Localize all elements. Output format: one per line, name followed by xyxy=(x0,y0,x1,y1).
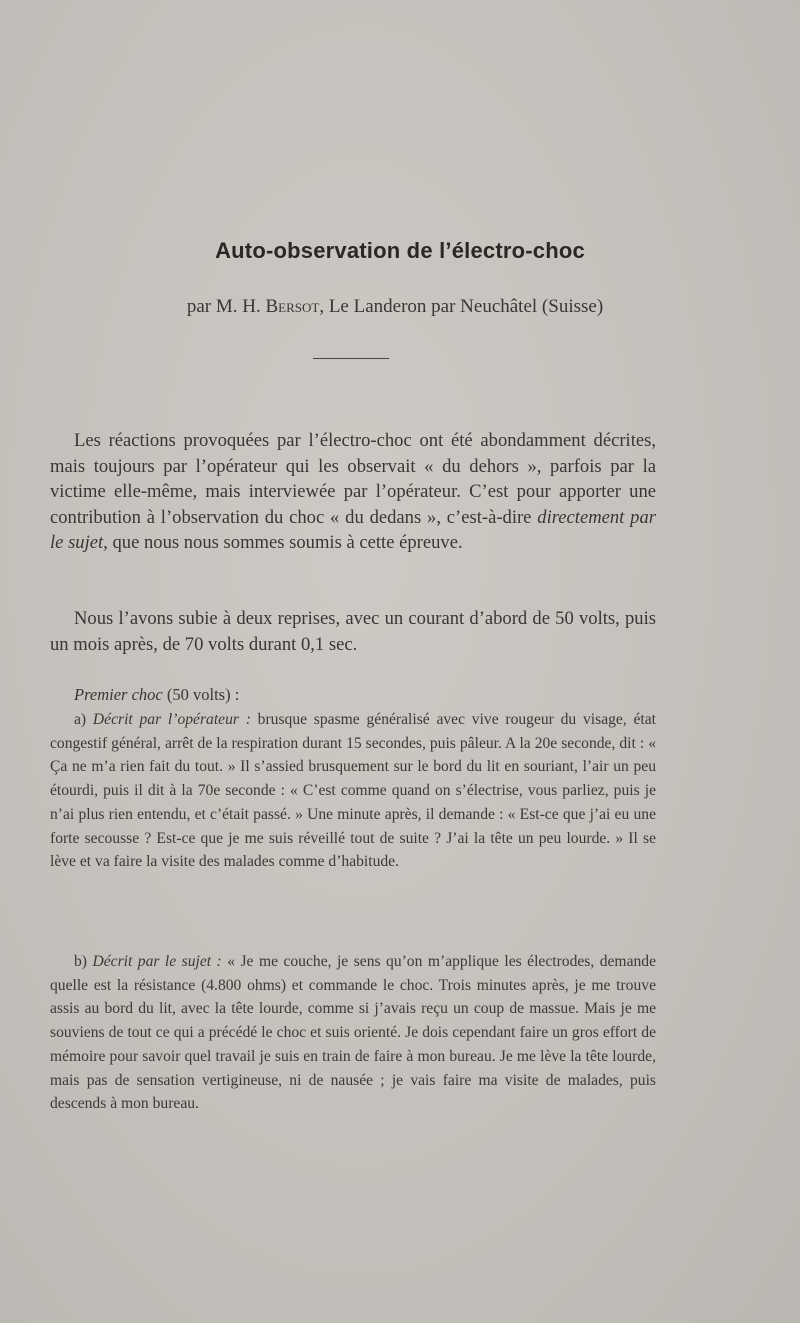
title-divider xyxy=(313,358,389,359)
operator-heading: Décrit par l’opérateur : xyxy=(92,711,251,728)
subject-text: « Je me couche, je sens qu’on m’applique les électrodes, demande quelle est la résistance (4.800 ohms) et commande le choc. Trois minutes après, je me trouve assis au bord du lit, avec la tête lourde, comme si j’avais reçu un coup de massue. Mais je me souviens de tout ce qui a précédé le choc et suis orienté. Je dois cependant faire un gros effort de mémoire pour savoir quel travail je suis en train de faire à mon bureau. Je me lève la tête lourde, mais pas de sensation vertigineuse, ni de nausée ; je vais faire ma visite de malades, puis descends à mon bureau. xyxy=(50,953,657,1113)
paragraph-operator-description xyxy=(50,708,656,874)
paragraph-intro xyxy=(50,428,656,556)
byline-prefix: par M. H. xyxy=(186,296,266,317)
subject-label: b) xyxy=(74,953,93,970)
intro-text-a: Les réactions provoquées par l’électro-choc ont été abondamment décrites, mais toujours par l’opérateur qui les observait « du dehors », parfois par la victime elle-même, mais interviewée par l’opérateur. C’est pour apporter une contribution à l’observation du choc « du dedans », c’est-à-dire xyxy=(50,430,656,528)
intro-text-italic: directement par le sujet, xyxy=(50,506,656,553)
paragraph-method xyxy=(50,606,656,657)
operator-label: a) xyxy=(74,711,93,728)
subject-heading: Décrit par le sujet : xyxy=(92,953,222,970)
author-name: Bersot xyxy=(265,296,320,317)
paragraph-subject-description xyxy=(50,950,656,1116)
byline-suffix: , Le Landeron par Neuchâtel (Suisse) xyxy=(319,296,604,317)
section-heading-rest: (50 volts) : xyxy=(162,685,240,704)
operator-text: brusque spasme généralisé avec vive rougeur du visage, état congestif général, arrêt de la respiration durant 15 secondes, puis pâleur. A la 20e seconde, dit : « Ça ne m’a rien fait du tout. » Il s’assied brusquement sur le bord du lit en souriant, l’air un peu étourdi, puis il dit à la 70e seconde : « C’est comme quand on s’électrise, vous parliez, puis je n’ai plus rien entendu, et c’était passé. » Une minute après, il demande : « Est-ce que j’ai eu une forte secousse ? Est-ce que je me suis réveillé tout de suite ? J’ai la tête un peu lourde. » Il se lève et va faire la visite des malades comme d’habitude. xyxy=(50,711,657,871)
section-heading xyxy=(74,682,239,708)
section-heading-italic: Premier choc xyxy=(74,685,163,704)
article-title: Auto-observation de l’électro-choc xyxy=(215,238,585,263)
intro-text-b: que nous nous sommes soumis à cette épreuve. xyxy=(107,532,463,553)
byline xyxy=(0,296,790,318)
method-text: Nous l’avons subie à deux reprises, avec un courant d’abord de 50 volts, puis un mois après, de 70 volts durant 0,1 sec. xyxy=(50,608,656,655)
